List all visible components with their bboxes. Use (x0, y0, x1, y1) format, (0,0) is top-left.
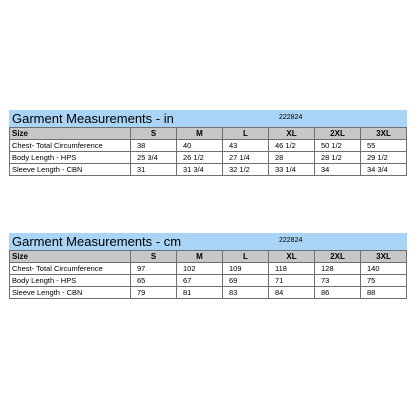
cell-value: 83 (223, 287, 269, 299)
cell-value: 34 3/4 (361, 164, 407, 176)
cell-value: 79 (131, 287, 177, 299)
style-code: 222824 (279, 114, 303, 121)
cell-value: 81 (177, 287, 223, 299)
cell-value: 69 (223, 275, 269, 287)
measurement-table (9, 250, 407, 299)
cell-value: 28 1/2 (315, 152, 361, 164)
table-row (10, 152, 407, 164)
table-row (10, 287, 407, 299)
cell-value: 31 3/4 (177, 164, 223, 176)
size-header-2xl: 2XL (315, 128, 361, 140)
cell-value: 86 (315, 287, 361, 299)
cell-value: 27 1/4 (223, 152, 269, 164)
style-code: 222824 (279, 237, 303, 244)
cell-value: 84 (269, 287, 315, 299)
chart-title-bar (9, 233, 407, 250)
cell-value: 32 1/2 (223, 164, 269, 176)
row-label: Body Length - HPS (10, 152, 131, 164)
cell-value: 46 1/2 (269, 140, 315, 152)
cell-value: 34 (315, 164, 361, 176)
size-chart-inches (9, 110, 407, 176)
chart-title-bar (9, 110, 407, 127)
chart-title: Garment Measurements - cm (12, 234, 182, 249)
cell-value: 128 (315, 263, 361, 275)
cell-value: 25 3/4 (131, 152, 177, 164)
cell-value: 40 (177, 140, 223, 152)
size-header-3xl: 3XL (361, 251, 407, 263)
cell-value: 109 (223, 263, 269, 275)
row-label: Chest- Total Circumference (10, 140, 131, 152)
size-header-3xl: 3XL (361, 128, 407, 140)
table-row (10, 140, 407, 152)
size-header-l: L (223, 251, 269, 263)
cell-value: 29 1/2 (361, 152, 407, 164)
size-header-m: M (177, 251, 223, 263)
chart-title: Garment Measurements - in (12, 111, 174, 126)
cell-value: 67 (177, 275, 223, 287)
size-header-l: L (223, 128, 269, 140)
row-label: Sleeve Length - CBN (10, 164, 131, 176)
cell-value: 71 (269, 275, 315, 287)
size-header-xl: XL (269, 128, 315, 140)
row-label: Sleeve Length - CBN (10, 287, 131, 299)
size-header-xl: XL (269, 251, 315, 263)
size-header-2xl: 2XL (315, 251, 361, 263)
cell-value: 33 1/4 (269, 164, 315, 176)
cell-value: 31 (131, 164, 177, 176)
cell-value: 50 1/2 (315, 140, 361, 152)
row-label: Chest- Total Circumference (10, 263, 131, 275)
cell-value: 88 (361, 287, 407, 299)
cell-value: 38 (131, 140, 177, 152)
cell-value: 43 (223, 140, 269, 152)
cell-value: 118 (269, 263, 315, 275)
table-row (10, 275, 407, 287)
table-row (10, 263, 407, 275)
cell-value: 97 (131, 263, 177, 275)
cell-value: 26 1/2 (177, 152, 223, 164)
row-label: Body Length - HPS (10, 275, 131, 287)
table-header-row (10, 128, 407, 140)
table-row (10, 164, 407, 176)
table-header-row (10, 251, 407, 263)
size-header-s: S (131, 251, 177, 263)
size-chart-centimeters (9, 233, 407, 299)
size-header-m: M (177, 128, 223, 140)
cell-value: 28 (269, 152, 315, 164)
cell-value: 75 (361, 275, 407, 287)
size-header-label: Size (10, 128, 131, 140)
cell-value: 55 (361, 140, 407, 152)
cell-value: 65 (131, 275, 177, 287)
measurement-table (9, 127, 407, 176)
size-header-label: Size (10, 251, 131, 263)
cell-value: 102 (177, 263, 223, 275)
size-header-s: S (131, 128, 177, 140)
cell-value: 73 (315, 275, 361, 287)
cell-value: 140 (361, 263, 407, 275)
